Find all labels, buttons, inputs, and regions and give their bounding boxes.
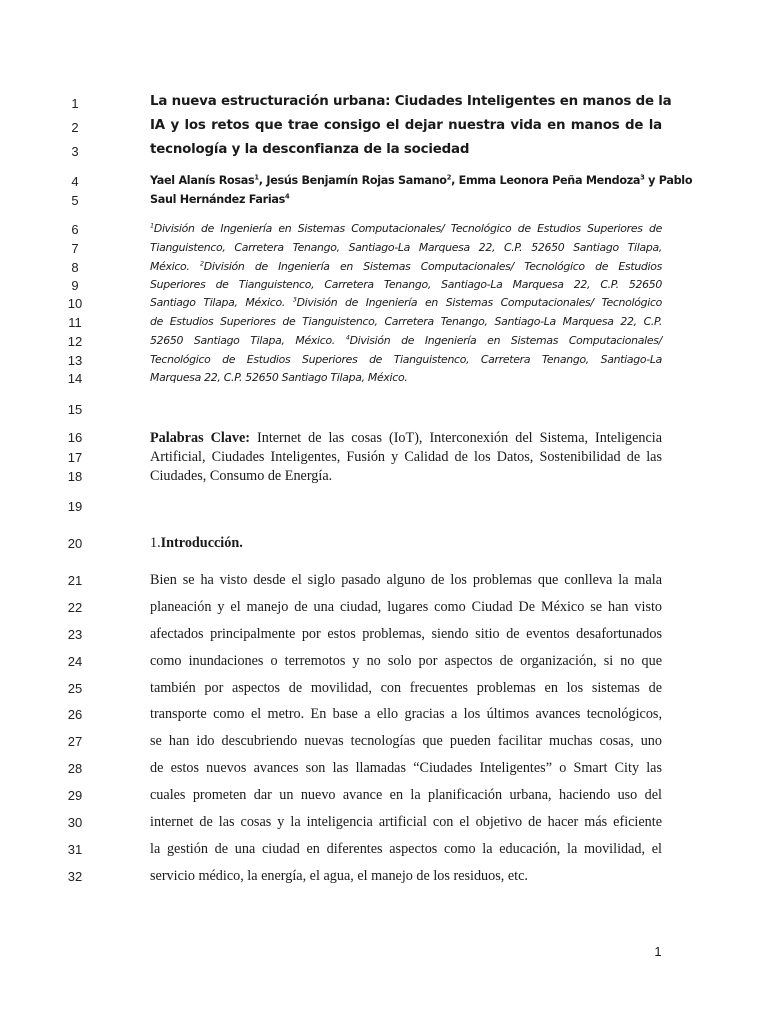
line-number: 11 <box>68 315 82 330</box>
affil-mark: 3 <box>292 295 297 304</box>
line-number: 12 <box>67 334 83 349</box>
author-affil-mark: 1 <box>254 173 259 182</box>
line-number: 26 <box>67 707 83 722</box>
line-number: 8 <box>71 260 79 275</box>
page-number: 1 <box>654 944 662 959</box>
line-number: 30 <box>67 815 83 830</box>
author-list-cont <box>150 193 662 206</box>
affiliation-line: Tecnológico de Estudios Superiores de Tianguistenco, Carretera Tenango, Santiago-La <box>150 353 662 366</box>
line-number: 22 <box>67 600 83 615</box>
affil-mark: 1 <box>150 221 154 230</box>
body-line: la gestión de una ciudad en diferentes aspectos como la educación, la movilidad, el <box>150 841 662 857</box>
author-name: Saul Hernández Farias <box>150 193 286 206</box>
keywords-label: Palabras Clave: <box>150 430 250 446</box>
line-number: 17 <box>67 450 83 465</box>
affil-mark: 4 <box>345 333 350 342</box>
body-line: afectados principalmente por estos problemas, siendo sitio de eventos desafortunados <box>150 626 662 642</box>
paper-title-line: tecnología y la desconfianza de la sociedad <box>150 142 470 157</box>
line-number: 6 <box>71 222 79 237</box>
body-line: servicio médico, la energía, el agua, el manejo de los residuos, etc. <box>150 868 528 884</box>
affiliation-line: Superiores de Tianguistenco, Carretera Tenango, Santiago-La Marquesa 22, C.P. 52650 <box>150 278 662 291</box>
line-number: 1 <box>71 96 79 111</box>
line-number: 5 <box>71 193 79 208</box>
author-list: Yael Alanís Rosas$^1$, Jesús Benjamín Rojas Samano$^2$, Emma Leonora Peña Mendoza$^3$ y Pablo <box>150 173 693 187</box>
line-number: 16 <box>67 430 83 445</box>
body-line: planeación y el manejo de una ciudad, lugares como Ciudad De México se han visto <box>150 599 662 615</box>
line-number: 18 <box>67 469 83 484</box>
line-number: 4 <box>71 174 79 189</box>
affiliation-line: $^1$División de Ingeniería en Sistemas Computacionales/ Tecnológico de Estudios Superiores de <box>150 221 662 235</box>
affiliation-line: Marquesa 22, C.P. 52650 Santiago Tilapa, México. <box>150 371 408 384</box>
line-number: 14 <box>67 371 83 386</box>
author-conjunction: y Pablo <box>644 174 693 187</box>
line-number: 25 <box>67 681 83 696</box>
author-affil-mark: 3 <box>640 173 645 182</box>
author-name: Emma Leonora Peña Mendoza <box>458 174 641 187</box>
affiliation-line: México. $^2$División de Ingeniería en Sistemas Computacionales/ Tecnológico de Estudios <box>150 259 663 273</box>
line-number: 23 <box>67 627 83 642</box>
paper-title-line: IA y los retos que trae consigo el dejar nuestra vida en manos de la <box>150 118 662 133</box>
body-line: transporte como el metro. En base a ello gracias a los últimos avances tecnológicos, <box>150 706 662 722</box>
line-number: 19 <box>67 499 83 514</box>
body-line: de estos nuevos avances son las llamadas “Ciudades Inteligentes” o Smart City las <box>150 760 662 776</box>
author-affil-mark: 4 <box>285 192 290 201</box>
line-number: 15 <box>67 402 83 417</box>
affiliation-line: de Estudios Superiores de Tianguistenco, Carretera Tenango, Santiago-La Marquesa 22, C.P. <box>150 315 662 328</box>
author-affil-mark: 2 <box>446 173 452 182</box>
keywords-line: Artificial, Ciudades Inteligentes, Fusión y Calidad de los Datos, Sostenibilidad de las <box>150 449 662 465</box>
line-number: 21 <box>67 573 83 588</box>
body-line: internet de las cosas y la inteligencia artificial con el objetivo de hacer más eficiente <box>150 814 662 830</box>
line-number: 31 <box>67 842 83 857</box>
author-name: Yael Alanís Rosas <box>150 174 255 187</box>
body-line: Bien se ha visto desde el siglo pasado alguno de los problemas que conlleva la mala <box>150 572 662 588</box>
affil-mark: 2 <box>199 259 204 268</box>
line-number: 29 <box>67 788 83 803</box>
author-name: Jesús Benjamín Rojas Samano <box>266 174 447 187</box>
line-number: 3 <box>71 144 79 159</box>
line-number: 13 <box>67 353 83 368</box>
affiliation-line: Santiago Tilapa, México. $^3$División de Ingeniería en Sistemas Computacionales/ Tecnológico <box>150 295 662 309</box>
line-number: 20 <box>67 536 83 551</box>
keywords-line: Palabras Clave: Internet de las cosas (IoT), Interconexión del Sistema, Inteligencia <box>150 430 662 446</box>
line-number: 32 <box>67 869 83 884</box>
line-number: 28 <box>67 761 83 776</box>
line-number: 7 <box>71 241 79 256</box>
line-number: 9 <box>71 278 79 293</box>
line-number: 10 <box>67 296 83 311</box>
affiliation-line: Tianguistenco, Carretera Tenango, Santiago-La Marquesa 22, C.P. 52650 Santiago Tilapa, <box>150 241 662 254</box>
affiliation-line: 52650 Santiago Tilapa, México. $^4$División de Ingeniería en Sistemas Computacionales/ <box>150 333 662 347</box>
body-line: se han ido descubriendo nuevas tecnologías que pueden facilitar muchas cosas, uno <box>150 733 662 749</box>
keywords-line: Ciudades, Consumo de Energía. <box>150 468 333 484</box>
line-number: 27 <box>67 734 83 749</box>
line-number: 24 <box>67 654 83 669</box>
body-line: como inundaciones o terremotos y no solo por aspectos de organización, si no que <box>150 653 662 669</box>
line-number: 2 <box>71 120 79 135</box>
body-line: cuales prometen dar un nuevo avance en la planificación urbana, haciendo uso del <box>150 787 662 803</box>
paper-title-line: La nueva estructuración urbana: Ciudades Inteligentes en manos de la <box>150 94 672 109</box>
body-line: también por aspectos de movilidad, con frecuentes problemas en los sistemas de <box>150 680 662 696</box>
section-heading: 1.Introducción. <box>150 535 243 551</box>
